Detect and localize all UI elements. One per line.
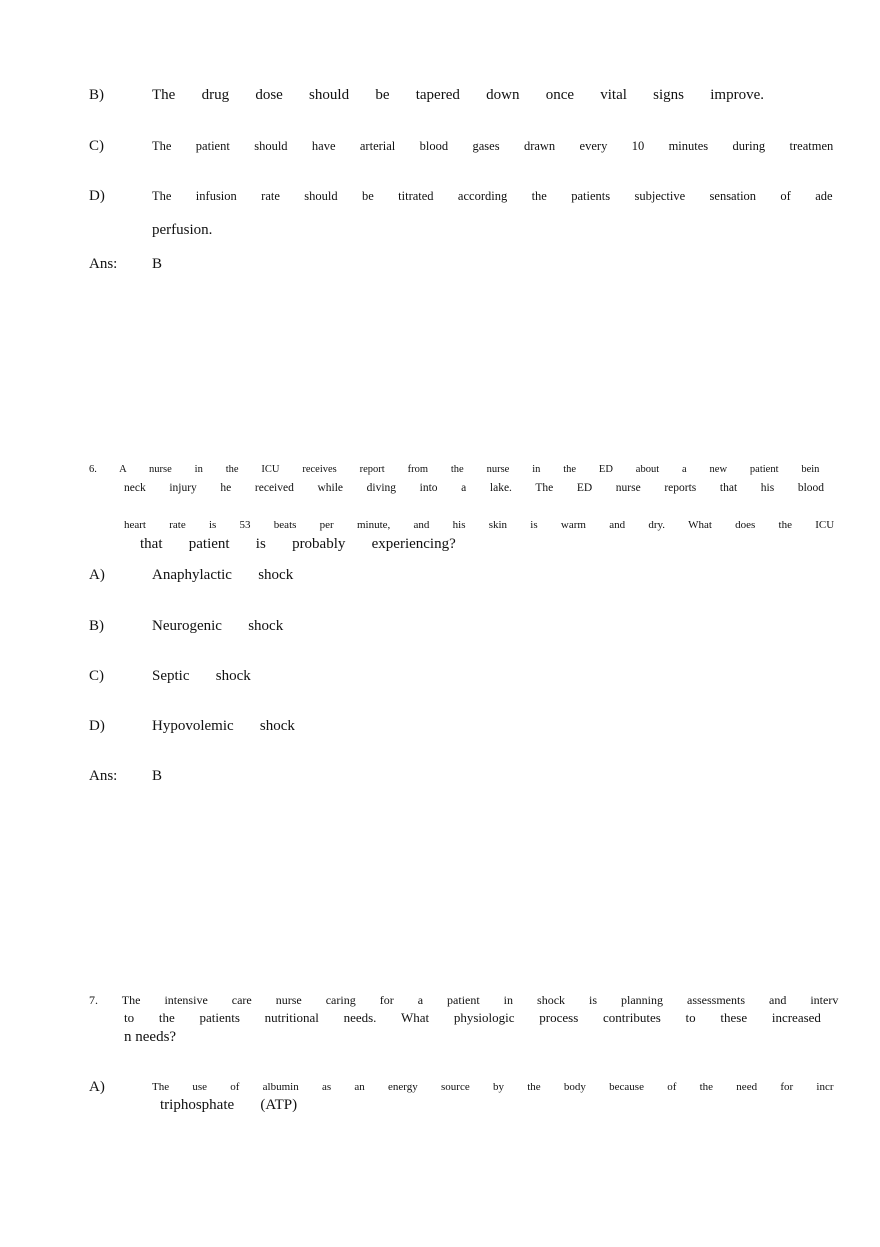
question-line: 6. A nurse in the ICU receives report from the nurse in the ED about a new patient bein xyxy=(89,464,820,475)
question-line: to the patients nutritional needs. What physiologic process contributes to these increased xyxy=(124,1010,821,1025)
option-label: B) xyxy=(89,618,104,634)
option-text: Septic shock xyxy=(152,668,251,684)
option-text: The patient should have arterial blood gases drawn every 10 minutes during treatmen xyxy=(152,139,834,153)
question-line: that patient is probably experiencing? xyxy=(140,536,456,552)
option-text: The use of albumin as an energy source by the body because of the need for incr xyxy=(152,1081,834,1093)
option-text: Hypovolemic shock xyxy=(152,718,295,734)
question-line: heart rate is 53 beats per minute, and his skin is warm and dry. What does the ICU xyxy=(124,519,835,531)
question-line: n needs? xyxy=(124,1029,177,1045)
option-text: The drug dose should be tapered down once vital signs improve. xyxy=(152,87,764,103)
option-text-continuation: triphosphate (ATP) xyxy=(160,1097,298,1113)
question-line: 7. The intensive care nurse caring for a patient in shock is planning assessments and interv xyxy=(89,993,839,1007)
option-label: A) xyxy=(89,1079,105,1095)
answer-value: B xyxy=(152,256,163,272)
option-label: A) xyxy=(89,567,105,583)
answer-label: Ans: xyxy=(89,768,118,784)
option-label: D) xyxy=(89,188,105,204)
option-text-continuation: perfusion. xyxy=(152,222,213,238)
option-label: D) xyxy=(89,718,105,734)
option-label: B) xyxy=(89,87,104,103)
answer-value: B xyxy=(152,768,163,784)
question-line: neck injury he received while diving into a lake. The ED nurse reports that his blood xyxy=(124,482,825,494)
option-label: C) xyxy=(89,668,104,684)
option-text: Anaphylactic shock xyxy=(152,567,294,583)
answer-label: Ans: xyxy=(89,256,118,272)
option-text: The infusion rate should be titrated according the patients subjective sensation of ade xyxy=(152,189,833,203)
option-text: Neurogenic shock xyxy=(152,618,284,634)
option-label: C) xyxy=(89,138,104,154)
